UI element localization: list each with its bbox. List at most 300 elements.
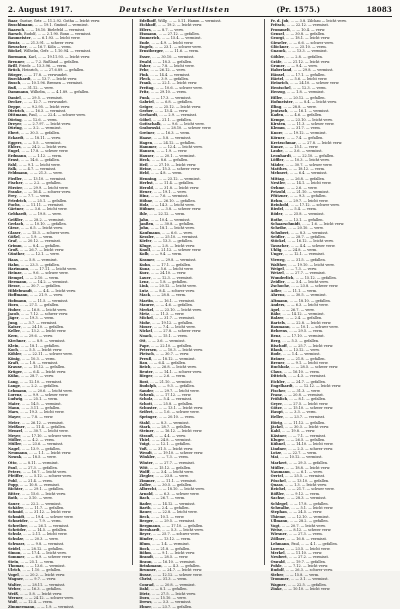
list-item: Menzel, ... — 30.7. — leicht verw. (8, 429, 69, 434)
list-item: Busse, ... — 12.12. — schwer verw. (139, 572, 203, 577)
list-item: Schwalbe, ... — 5.1. — leicht verw. (270, 506, 334, 511)
entry-details: ... — 16.7. Köln — verm. (28, 45, 72, 50)
entry-surname: Gerlach (8, 221, 24, 226)
entry-surname: Vogel (8, 572, 19, 577)
entry-details: ... — 14.1. — leicht verw. (287, 181, 332, 186)
entry-surname: Frank (139, 81, 151, 86)
list-item: Hiller, ... — 20.12. — gefallen. (270, 95, 326, 100)
entry-details: ... — 21.4. — verm. (18, 478, 53, 483)
entry-surname: Janßen (139, 221, 154, 226)
list-item: Barsch, Rudolf, ... — 2.1.90. Bonn — vermisst. (8, 32, 92, 37)
entry-details: ... — 12.1. — gefallen. (151, 442, 191, 447)
list-item: Geiger, ... — 25.12. — leicht verw. (139, 104, 202, 109)
list-item: Glaser, ... — 15.3. — schwer verw. (8, 230, 70, 235)
list-item: Schenk, ... — 17.12. — verw. (139, 393, 192, 398)
entry-surname: Rehm (270, 198, 283, 203)
entry-surname: Dreyer (8, 121, 22, 126)
entry-details: ... — 28.5. — schwer verw. (291, 365, 339, 370)
list-item: Walter, ... — 28.11. — vermisst. (8, 582, 66, 587)
list-item: Benz, ... — 17.10. — vermisst. (270, 333, 325, 338)
entry-details: ... — 30.3. — gefallen. (21, 130, 61, 135)
list-item: Altmann, ... — 18.10. — gefallen. (270, 298, 331, 303)
entry-surname: Greiner (139, 130, 155, 135)
entry-details: ... — 28.7. — verw. (20, 374, 54, 379)
entry-surname: Kahl (270, 429, 280, 434)
list-item: Günther, ... — 12.1. — verw. (8, 252, 60, 257)
entry-surname: Seidel (8, 546, 21, 551)
entry-surname: Erdmann (8, 153, 27, 158)
entry-details: ... — 27.7. — vermisst. (155, 461, 195, 466)
list-item: Popp, ... — 10.8. — vermisst. (8, 482, 60, 487)
list-item: Fleck, ... — 3.9. — gefallen. (139, 76, 190, 81)
entry-surname: Jacob (8, 311, 19, 316)
list-item: Jäger, ... — 19.3. — verm. (8, 316, 55, 321)
entry-surname: Schneider (8, 519, 28, 524)
entry-details: ... — 10.1. — schwer verw. (291, 324, 339, 329)
list-item: Hempel, ... — 2.10. — verm. (8, 275, 60, 280)
entry-details: ... — 15.1. — verw. (285, 145, 319, 150)
entry-surname: Faber (139, 63, 151, 68)
list-item: Geyer, ... — 27.5. — leicht verw. (270, 401, 329, 406)
entry-details: ... — 25.10. — vermisst. (156, 235, 199, 239)
list-item: Bürger, ... — 17.8. — verwundet. (8, 72, 68, 77)
list-item: Simon, ... — 17.4. — leicht verw. (8, 551, 67, 556)
list-item: Mohr, ... — 19.12. — gefallen. (139, 320, 194, 325)
entry-surname: Schmid (8, 510, 23, 515)
entry-details: ... — 11.5. — vermisst. (28, 298, 69, 303)
list-item: Nestler, ... — 14.1. — leicht verw. (270, 181, 332, 186)
entry-details: ... — 22.10. — gefallen. (151, 343, 193, 348)
list-item: Giese, ... — 6.5. — leicht verw. (8, 226, 63, 231)
entry-details: ... — 2.4. — gefallen. (152, 506, 190, 511)
entry-details: ... — 21.7. — schwer verw. (287, 487, 335, 492)
entry-details: ... — 18.10. Bielefeld — vermisst. (26, 27, 86, 32)
entry-details: ... — 4.9. — leicht verw. (151, 40, 194, 45)
entry-details: ... — 29.5. — verm. (289, 329, 324, 334)
entry-details: ... — 10.6. — schwer verw. (155, 85, 203, 90)
entry-details: ... — 29.3. — gefallen. (289, 461, 329, 466)
entry-details: ... — 22.5. — gefallen. (287, 582, 327, 587)
entry-details: ... — 12.6. — verm. (23, 117, 58, 122)
entry-surname: Fritz (139, 90, 149, 94)
entry-details: ... — 5.4. — verm. (285, 207, 317, 212)
list-item: Förster, ... — 29.9. — leicht verw. (8, 185, 69, 190)
entry-surname: Lehmann (270, 542, 289, 547)
entry-details: ... — 13.10. — vermisst. (24, 177, 67, 182)
entry-surname: Lehmann (8, 388, 27, 393)
entry-surname: Beuscher (8, 45, 27, 50)
entry-details: ... — 24.7. — gefallen. (286, 380, 327, 384)
entry-details: ... — 29.1. — gefallen. (24, 487, 64, 492)
entry-surname: Jentzsch (270, 108, 288, 113)
list-item: Bock, ... — 21.8. — gefallen. (139, 546, 191, 551)
entry-details: ... — 17.8. — gefallen. (289, 501, 329, 506)
list-item: Lauer, ... — 12.3. — vermisst. (139, 275, 193, 280)
entry-details: ... — 1.6. — schwer verw. (154, 410, 200, 415)
list-item: Neumann, ... — 1.1. — leicht verw. (8, 451, 72, 455)
entry-details: ... — 18.5. — verw. (23, 455, 57, 460)
entry-surname: Kuhn (139, 262, 150, 267)
entry-surname: Engelhardt (270, 384, 293, 389)
entry-details: ... — 5.8. — vermisst. (20, 258, 58, 263)
entry-details: ... — 12.1. — verw. (26, 252, 60, 257)
entry-details: ... — 12.10. — vermisst. (19, 380, 63, 384)
entry-details: ... — 30.7. — leicht verw. (24, 429, 69, 434)
entry-surname: Hentschel (270, 85, 291, 90)
entry-details: ... — 18.1. — leicht verw. (150, 226, 195, 231)
entry-details: ... — 14.10. — leicht verw. (287, 442, 334, 447)
entry-surname: Braun (139, 559, 152, 564)
entry-details: ... — 3.8. Zilchau — leicht verw. (290, 19, 347, 23)
list-item: Heck, ... — 8.6. — gefallen. (139, 158, 189, 163)
entry-details: ... — 17.10. — schwer verw. (22, 433, 72, 438)
entry-details: ... — 21.12. — leicht verw. (283, 59, 331, 64)
header-rule (8, 16, 392, 17)
entry-details: ... — 31.8. — leicht verw. (155, 185, 200, 190)
list-item: Dietz, ... — 27.5. — leicht verw. (139, 591, 196, 596)
entry-surname: Kaufmann (139, 230, 160, 235)
entry-details: ... — 18.12. — vermisst. (153, 356, 196, 361)
entry-details: ... — 20.8. — vermisst. (283, 393, 324, 398)
entry-details: ... — 31.3. — verm. (153, 577, 188, 582)
entry-surname: Scheibe (270, 226, 287, 231)
entry-details: ... — 14.1. — schwer verw. (154, 369, 202, 374)
list-item: Freitag, ... — 10.6. — schwer verw. (139, 85, 203, 90)
entry-details: ... — 9.9. — schwer verw. (23, 393, 69, 398)
entry-surname: Peters (8, 469, 21, 474)
list-item: Unger, ... — 12.1. — vermisst. (270, 252, 325, 257)
entry-details: ... — 31.5. — leicht verw. (148, 446, 194, 451)
list-item: Roth, ... — 3.10. — verw. (8, 495, 53, 500)
list-item: Knoll, ... — 21.12. — schwer verw. (139, 248, 202, 253)
entry-details: ... — 17.1. — gefallen. (286, 72, 326, 77)
entry-surname: Burckhardt (8, 76, 31, 81)
entry-surname: Kiefer (139, 239, 152, 244)
entry-surname: Stöckel (270, 239, 286, 244)
entry-surname: Behrens (270, 329, 287, 334)
entry-surname: Dittrich (270, 374, 287, 379)
list-item: Weigel, ... — 7.3. — verw. (270, 266, 317, 271)
list-item: Otto, ... — 8.11. — vermisst. (8, 461, 59, 466)
entry-surname: Deppe (8, 104, 21, 109)
list-item: Gerlach, ... — 10.10. — gefallen. (8, 221, 67, 226)
list-item: Schäfer, ... — 11.7. — gefallen. (8, 506, 65, 511)
entry-surname: Gensel (270, 32, 284, 37)
entry-surname: Engels (139, 45, 153, 50)
list-item: Pohle, ... — 7.12. — leicht verw. (270, 564, 329, 569)
list-item: Ulrich, ... — 1.10. — gefallen. (8, 568, 62, 573)
entry-surname: Otto (8, 461, 17, 466)
list-item: Nagel, ... — 13.9. — gefallen. (8, 446, 61, 451)
entry-details: Rudolf, ... — 2.1.90. Bonn — vermisst. (23, 32, 92, 37)
entry-surname: Frey (8, 194, 17, 199)
entry-details: ... — 28.2. — vermisst. (24, 217, 65, 222)
entry-details: ... — 12.4. — verm. (19, 600, 53, 605)
entry-details: ... — 10.8. — vermisst. (20, 482, 60, 487)
entry-details: ... — 23.7. — gefallen. (153, 604, 193, 609)
entry-details: ... — 7.2. Rußland — gefallen. (26, 59, 80, 64)
entry-surname: Stephan (270, 510, 287, 515)
list-item: Uhlig, ... — 24.8. — verm. (270, 248, 318, 253)
entry-surname: Bergmann (139, 523, 160, 528)
entry-surname: Sachse (270, 495, 285, 500)
entry-surname: Dorn (139, 596, 150, 600)
entry-surname: Stein (8, 559, 19, 564)
entry-surname: Schott (139, 401, 153, 406)
entry-details: ... — 27.3. — gefallen. (18, 465, 58, 470)
entry-details: ... — 17.1. — gefallen. (152, 262, 192, 267)
entry-details: ... — 11.3. — verw. (151, 311, 185, 316)
entry-details: ... — 9.3. — gefallen. (158, 384, 195, 389)
entry-details: ... — 20.1. — vermisst. (155, 153, 196, 158)
list-item: Körner, ... — 7.4. — gefallen. (270, 136, 324, 141)
list-item: Georgi, ... — 18.1. — leicht verw. (270, 36, 331, 41)
list-item: Kiefer, ... — 13.3. — gefallen. (139, 239, 193, 244)
entry-details: ... — 6.1.93. — leicht verw. (32, 36, 81, 41)
list-item: Wetzel, ... — 27.7. — vermisst. (270, 271, 326, 276)
entry-surname: Schwalbe (270, 506, 290, 511)
list-item: Reuter, ... — 14.1. — schwer verw. (139, 369, 202, 374)
entry-details: ... — 14.6. — gefallen. (20, 158, 60, 163)
list-item: Wendt, ... — 19.10. — schwer verw. (139, 451, 204, 455)
list-item: Köhler, ... — 22.11. — schwer verw. (8, 352, 73, 357)
entry-details: ... — 13.3. — vermisst. (287, 49, 328, 54)
entry-surname: Roth (8, 495, 18, 500)
entry-details: ... — 1.3. — leicht verw. (285, 482, 327, 487)
entry-details: Paul, ... — 4.1. — gefallen. (291, 542, 338, 547)
entry-details: ... — 21.8. — gefallen. (286, 356, 326, 361)
entry-details: ... — 5.8. — vermisst. (153, 136, 192, 141)
entry-details: ... — 10.4. — vermisst. (150, 217, 191, 222)
list-item: Braun, ... — 16.10. — vermisst. (139, 559, 196, 564)
entry-details: ... — 6.6. — verw. (161, 230, 193, 235)
entry-details: ... — 9.2.95. — leicht verw. (22, 104, 71, 109)
entry-details: ... — 4.6. — gefallen. (285, 113, 323, 118)
entry-details: ... — 20.6. — leicht verw. (28, 388, 73, 393)
entry-surname: Haberland (270, 68, 292, 73)
entry-details: ... — 2.8. — leicht verw. (153, 243, 196, 248)
list-item: Reichel, ... — 21.7. — schwer verw. (270, 487, 335, 492)
entry-details: ... — 23.10. — leicht verw. (286, 117, 333, 122)
entry-details: ... — 7.3. — verw. (286, 266, 317, 271)
entry-surname: Gruner (270, 63, 285, 68)
list-item: Beck, ... — 10.1. — verw. (139, 514, 185, 519)
list-item: Rößler, ... — 9.12. — verm. (270, 491, 321, 496)
entry-surname: Huber (8, 307, 21, 312)
entry-details: ... — 13.6. — vermisst. (25, 564, 66, 569)
list-item: Apel, ... — 26.7. — verw. (270, 307, 315, 312)
list-item: Kaden, ... — 4.6. — gefallen. (270, 113, 323, 118)
list-item: Behrens, ... — 29.5. — verm. (270, 329, 324, 334)
entry-surname: Hörig (270, 420, 282, 425)
entry-surname: Müller (8, 442, 22, 447)
list-item: Zoller, ... — 30.5. — gefallen. (139, 482, 193, 487)
list-item: Ziegler, ... — 23.8. — verw. (139, 474, 189, 479)
entry-surname: Gottschalk (139, 121, 161, 126)
entry-details: ... — 25.5. — vermisst. (285, 474, 326, 479)
entry-surname: Hempel (8, 275, 24, 280)
entry-surname: Pape (139, 343, 149, 348)
entry-surname: Krüger (8, 369, 22, 374)
entry-surname: Ende (139, 40, 150, 45)
entry-details: ... — 3.6. — vermisst. (147, 339, 186, 344)
entry-details: ... — 2.3. — schwer verw. (288, 446, 334, 451)
entry-details: ... — 23.7. — vermisst. (285, 414, 326, 419)
list-item: Schmidt, ... — 19.4. — schwer verw. (8, 514, 74, 519)
entry-surname: Kaden (270, 113, 284, 118)
entry-details: ... — 1.9. — verm. (21, 235, 54, 239)
entry-surname: Walter (8, 582, 21, 587)
list-item: Buchholz, ... — 28.5. — schwer verw. (270, 365, 339, 370)
entry-details: ... — 20.3. — verw. (25, 536, 59, 541)
list-item: Wolf, ... — 12.4. — verm. (8, 600, 53, 605)
entry-details: ... — 12.12. — leicht verw. (294, 384, 342, 389)
entry-surname: Bauer (139, 510, 152, 515)
entry-details: Paul, ... — 22.4. — schwer verw. (28, 113, 86, 118)
entry-surname: Ehlers (8, 145, 21, 150)
entry-surname: Haase (139, 136, 152, 141)
entry-surname: Altmann (270, 298, 288, 303)
entry-details: ... — 28.10. — schwer verw. (162, 126, 212, 131)
entry-surname: Knoll (139, 248, 150, 253)
entry-details: ... — 6.6. — schwer verw. (289, 40, 334, 45)
list-item: Ende, ... — 4.9. — leicht verw. (139, 40, 194, 45)
column-3 (270, 19, 392, 592)
entry-details: ... — 8.3. — vermisst. (151, 420, 190, 425)
list-item: Löffler, ... — 10.3. — leicht verw. (270, 158, 330, 163)
entry-surname: Falk (8, 166, 17, 171)
entry-details: ... — 9.3. — gefallen. (289, 194, 327, 199)
list-item: Böckel, Wilhelm, Gefr. — 1.10.94. — vermisst. (8, 49, 92, 54)
entry-surname: Geiger (139, 104, 153, 109)
list-item: Merkel, ... — 23.10. — leicht verw. (139, 307, 202, 312)
list-item: Weiß, ... — 5.8. — leicht verw. (8, 591, 63, 596)
entry-details: ... — 1.9. — vermisst. (36, 604, 75, 609)
entry-surname: Kirchner (8, 339, 26, 344)
list-item: Graf, ... — 20.12. — vermisst. (8, 239, 62, 244)
entry-details: ... — 25.7. — leicht verw. (289, 343, 334, 348)
entry-details: ... — 30.7. — verw. (156, 352, 190, 357)
entry-details: ... — 20.12. — leicht verw. (150, 284, 197, 289)
entry-details: ... — 27.7. — vermisst. (285, 271, 326, 276)
entry-details: ... — 23.6. — vermisst. (23, 442, 64, 447)
entry-details: ... — 27.8. — schwer verw. (154, 329, 202, 334)
entry-surname: Fischer (8, 181, 23, 186)
entry-details: ... — 27.12. — gefallen. (158, 32, 200, 37)
list-item: Greiner, ... — 16.3. — verm. (139, 130, 191, 135)
list-item: Eismann, ... — 27.12. — gefallen. (139, 32, 200, 37)
list-item: Weber, ... — 16.3. — gefallen. (8, 587, 62, 592)
entry-surname: Feldmann (8, 171, 28, 176)
entry-surname: Röder (270, 211, 283, 216)
entry-details: ... — 2.11. — leicht verw. (23, 532, 68, 537)
entry-surname: Kurz (139, 271, 149, 276)
entry-details: ... — 31.12. — leicht verw. (24, 510, 72, 515)
list-item: Seidel, ... — 28.12. — gefallen. (8, 546, 64, 551)
entry-surname: Ludwig (8, 397, 23, 402)
entry-details: ... — 11.1. — verm. (283, 288, 318, 293)
entry-details: ... — 4.6. — gefallen. (156, 303, 194, 308)
entry-surname: Geißler (8, 217, 23, 222)
list-item: Berg, ... — 5.3. — gefallen. (270, 339, 320, 344)
list-item: Schneider, ... — 7.9. — verm. (8, 519, 62, 524)
entry-surname: Riedel (270, 207, 284, 212)
list-item: Haupt, ... — 3.3. — verm. (270, 410, 317, 415)
entry-details: ... — 2.4. — gefallen. (285, 316, 323, 321)
list-item: Lange, ... — 2.2. — gefallen. (8, 384, 60, 389)
entry-surname: Rost (139, 380, 149, 384)
entry-details: ... — 5.1. — leicht verw. (291, 506, 334, 511)
list-item: Arnold, ... — 6.3. — schwer verw. (139, 491, 200, 496)
entry-surname: Buschlmann (8, 23, 33, 28)
list-item: Gebhardt, ... — 19.8. — verw. (8, 211, 62, 216)
entry-details: ... — 31.7. — verm. (286, 126, 321, 131)
list-item: Berger, ... — 29.5. — vermisst. (139, 519, 196, 524)
entry-surname: Nestler (270, 181, 286, 186)
list-item: Hartmann, ... — 17.11. — leicht verw. (8, 266, 77, 271)
entry-details: ... — 12.4. — leicht verw. (158, 145, 203, 150)
entry-surname: Ott (139, 339, 146, 344)
entry-details: ... — 24.12. — schwer verw. (24, 596, 74, 600)
entry-surname: Kirsten (270, 121, 286, 126)
entry-surname: Kern (8, 333, 18, 338)
entry-surname: Simon (8, 551, 21, 556)
entry-details: ... — 26.7. — verw. (281, 307, 315, 312)
entry-surname: Leonhardt (270, 153, 291, 158)
list-item: Fr. d. Job, ... — 3.8. Zilchau — leicht verw. (270, 19, 347, 23)
list-item: Binder, ... — 13.12. — verm. (139, 536, 191, 541)
entry-details: ... — 7.4. — leicht verw. (153, 324, 196, 329)
entry-details: ... — 26.5. — gefallen. (286, 437, 326, 442)
entry-details: ... — 14.4. — vermisst. (150, 72, 191, 77)
list-item: Peters, ... — 16.7. — leicht verw. (8, 469, 67, 474)
entry-details: ... — 15.10. — verw. (151, 596, 187, 600)
entry-details: ... — 2.6. — verw. (286, 185, 318, 190)
list-item: Düring, ... — 3.2. — vermisst. (8, 126, 62, 131)
entry-details: ... — 15.12. — gefallen. (150, 465, 192, 470)
entry-details: ... — 24.10. — gefallen. (22, 324, 65, 329)
entry-surname: Petersen (139, 348, 157, 353)
entry-surname: Mittag (270, 177, 284, 182)
entry-details: ... — 13.1. — leicht verw. (158, 406, 204, 411)
entry-surname: Ernstberger (139, 49, 164, 54)
entry-surname: Paul (8, 465, 17, 470)
entry-details: ... — 14.5. — gefallen. (28, 527, 68, 532)
list-item: Albrecht, ... — 18.10. — leicht verw. (139, 487, 205, 492)
entry-surname: Ziegler (139, 474, 154, 479)
entry-details: ... — 5.6. — leicht verw. (151, 266, 194, 271)
entry-surname: Fröhlich (270, 397, 288, 402)
list-item: Barth, ... — 2.4. — gefallen. (139, 506, 190, 511)
entry-details: ... — 30.10. — vermisst. (152, 55, 195, 60)
entry-surname: Baarsch (8, 27, 24, 32)
entry-surname: Steiner (139, 429, 154, 434)
entry-surname: Trommer (270, 577, 289, 582)
list-item: Blank, ... — 13.12. — verw. (270, 348, 320, 353)
entry-details: ... — 30.7. — gefallen. (21, 284, 62, 289)
entry-surname: Hiller (270, 95, 283, 100)
entry-surname: Daniel (8, 95, 21, 100)
entry-details: ... — 15.6. — leicht verw. (21, 491, 66, 496)
entry-details: ... — 29.7. — leicht verw. (284, 198, 329, 203)
entry-details: ... — 21.3.91. — schwer verw. (21, 40, 75, 45)
entry-details: ... — 30.8. — gefallen. (286, 32, 326, 37)
entry-details: ... — 17.3. — vermisst. (151, 95, 192, 100)
list-item: Christ, ... — 31.3. — verm. (139, 577, 188, 582)
entry-surname: Götze (270, 406, 282, 411)
entry-surname: Rau (139, 361, 148, 366)
list-item: Jentzsch, ... — 16.1. — vermisst. (270, 108, 330, 113)
